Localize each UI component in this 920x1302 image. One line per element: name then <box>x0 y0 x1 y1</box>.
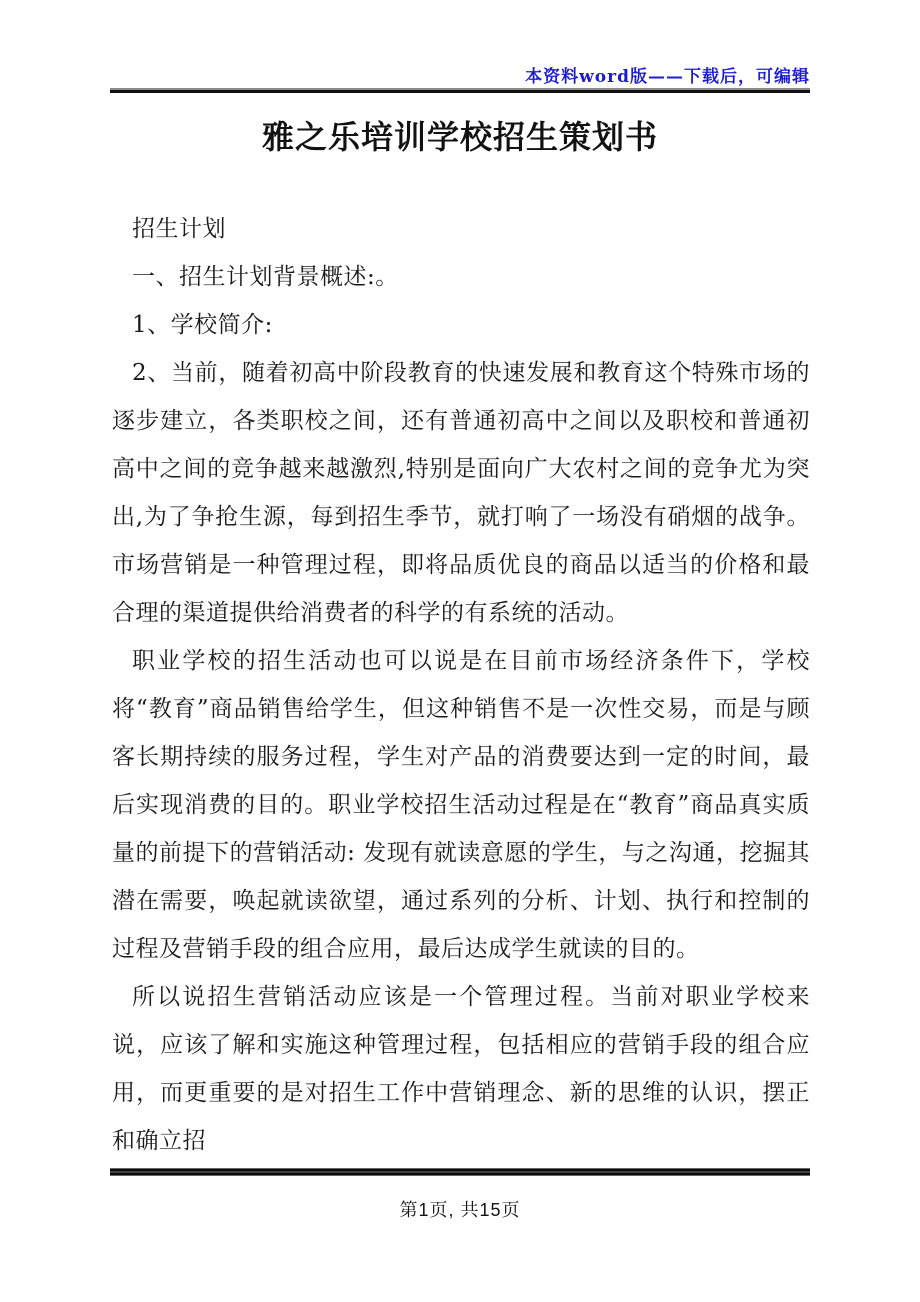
document-body <box>112 205 810 1165</box>
body-paragraph: 一、招生计划背景概述:。 <box>132 264 399 290</box>
footer-rule <box>110 1168 810 1176</box>
body-paragraph: 2、当前，随着初高中阶段教育的快速发展和教育这个特殊市场的逐步建立，各类职校之间，还有普通初高中之间以及职校和普通初高中之间的竞争越来越激烈,特别是面向广大农村之间的竞争尤为突出,为了争抢生源，每到招生季节，就打响了一场没有硝烟的战争。市场营销是一种管理过程，即将品质优良的商品以适当的价格和最合理的渠道提供给消费者的科学的有系统的活动。 <box>112 360 810 626</box>
body-paragraph: 招生计划 <box>132 216 226 242</box>
header-rule <box>110 88 810 93</box>
page-number: 第1页, 共15页 <box>399 1200 521 1220</box>
body-paragraph: 所以说招生营销活动应该是一个管理过程。当前对职业学校来说，应该了解和实施这种管理过程，包括相应的营销手段的组合应用，而更重要的是对招生工作中营销理念、新的思维的认识，摆正和确立招 <box>112 984 810 1154</box>
body-paragraph: 1、学校简介: <box>132 312 273 338</box>
body-paragraph: 职业学校的招生活动也可以说是在目前市场经济条件下，学校将“教育”商品销售给学生，但这种销售不是一次性交易，而是与顾客长期持续的服务过程，学生对产品的消费要达到一定的时间，最后实现消费的目的。职业学校招生活动过程是在“教育”商品真实质量的前提下的营销活动: 发现有就读意愿的学生，与之沟通，挖掘其潜在需要，唤起就读欲望，通过系列的分析、计划、执行和控制的过程及营销手段的组合应用，最后达成学生就读的目的。 <box>112 648 810 962</box>
document-title: 雅之乐培训学校招生策划书 <box>261 118 658 156</box>
header-note: 本资料word版——下载后，可编辑 <box>525 67 810 87</box>
